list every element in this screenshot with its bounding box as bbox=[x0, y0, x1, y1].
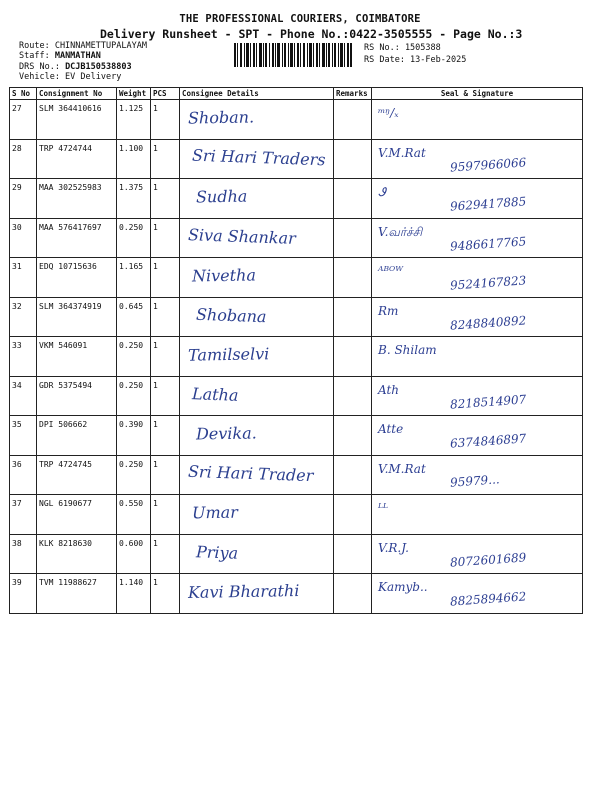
consignee-handwriting: Shobana bbox=[195, 304, 267, 326]
signature-phone: 6374846897 bbox=[449, 431, 527, 451]
row-sno: 36 bbox=[10, 455, 37, 495]
consignee-handwriting: Sri Hari Traders bbox=[191, 145, 326, 169]
row-pcs: 1 bbox=[151, 337, 180, 377]
row-sno: 34 bbox=[10, 376, 37, 416]
row-sno: 28 bbox=[10, 139, 37, 179]
col-header-consignee: Consignee Details bbox=[180, 88, 334, 100]
runsheet-subtitle: Delivery Runsheet - SPT - Phone No.:0422-3505555 - Page No.:3 bbox=[100, 27, 523, 41]
consignee-cell bbox=[180, 139, 334, 179]
consignee-handwriting: Kavi Bharathi bbox=[187, 581, 300, 602]
signature-handwriting: Rm bbox=[378, 303, 399, 318]
row-pcs: 1 bbox=[151, 100, 180, 140]
signature-phone: 8825894662 bbox=[449, 589, 527, 609]
signature-cell bbox=[372, 258, 583, 298]
row-consignment-no: KLK 8218630 bbox=[37, 534, 117, 574]
signature-phone: 8218514907 bbox=[449, 391, 527, 412]
signature-handwriting: ᴬᴮᴼᵂ bbox=[378, 264, 403, 278]
signature-cell bbox=[372, 376, 583, 416]
consignee-handwriting: Shoban. bbox=[187, 107, 255, 128]
row-consignment-no: DPI 506662 bbox=[37, 416, 117, 456]
remarks-cell bbox=[334, 455, 372, 495]
consignee-cell bbox=[180, 100, 334, 140]
table-row bbox=[10, 258, 583, 298]
staff-name: MANMATHAN bbox=[54, 51, 101, 61]
row-consignment-no: SLM 364410616 bbox=[37, 100, 117, 140]
row-weight: 0.390 bbox=[117, 416, 151, 456]
signature-cell bbox=[372, 574, 583, 614]
signature-phone: 9597966066 bbox=[449, 154, 527, 175]
consignee-handwriting: Devika. bbox=[195, 423, 257, 444]
consignee-cell bbox=[180, 337, 334, 377]
row-weight: 0.250 bbox=[117, 376, 151, 416]
row-consignment-no: SLM 364374919 bbox=[37, 297, 117, 337]
row-sno: 30 bbox=[10, 218, 37, 258]
row-sno: 27 bbox=[10, 100, 37, 140]
signature-cell bbox=[372, 179, 583, 219]
row-sno: 31 bbox=[10, 258, 37, 298]
table-row bbox=[10, 455, 583, 495]
consignee-cell bbox=[180, 495, 334, 535]
signature-phone: 9629417885 bbox=[449, 194, 527, 214]
table-row bbox=[10, 416, 583, 456]
runsheet-table bbox=[9, 87, 583, 614]
row-consignment-no: MAA 302525983 bbox=[37, 179, 117, 219]
signature-handwriting: ᵐᵑ/ₓ bbox=[378, 106, 399, 120]
signature-cell bbox=[372, 297, 583, 337]
consignee-handwriting: Latha bbox=[191, 383, 239, 405]
signature-handwriting: V.M.Rat bbox=[378, 461, 426, 476]
rs-date: RS Date: 13-Feb-2025 bbox=[364, 55, 467, 65]
signature-handwriting: ᴸᴸ bbox=[378, 501, 389, 515]
signature-cell bbox=[372, 337, 583, 377]
consignee-cell bbox=[180, 258, 334, 298]
col-header-weight: Weight bbox=[117, 88, 151, 100]
consignee-cell bbox=[180, 218, 334, 258]
row-consignment-no: EDQ 10715636 bbox=[37, 258, 117, 298]
signature-cell bbox=[372, 100, 583, 140]
row-sno: 32 bbox=[10, 297, 37, 337]
signature-handwriting: Kamyb.. bbox=[378, 580, 428, 594]
table-row bbox=[10, 179, 583, 219]
signature-phone: 9486617765 bbox=[449, 233, 527, 254]
signature-handwriting: V.வர்ச்சி bbox=[378, 224, 423, 239]
consignee-handwriting: Tamilselvi bbox=[187, 344, 270, 365]
col-header-consignment: Consignment No bbox=[37, 88, 117, 100]
consignee-cell bbox=[180, 534, 334, 574]
signature-cell bbox=[372, 218, 583, 258]
remarks-cell bbox=[334, 337, 372, 377]
drs-number: DCJB150538803 bbox=[65, 62, 132, 72]
route-text: Route: CHINNAMETTUPALAYAM bbox=[19, 41, 147, 51]
row-weight: 1.125 bbox=[117, 100, 151, 140]
row-consignment-no: TRP 4724744 bbox=[37, 139, 117, 179]
signature-cell bbox=[372, 139, 583, 179]
row-consignment-no: NGL 6190677 bbox=[37, 495, 117, 535]
remarks-cell bbox=[334, 218, 372, 258]
signature-cell bbox=[372, 534, 583, 574]
consignee-cell bbox=[180, 455, 334, 495]
consignee-handwriting: Sri Hari Trader bbox=[187, 461, 314, 485]
row-sno: 38 bbox=[10, 534, 37, 574]
remarks-cell bbox=[334, 179, 372, 219]
row-weight: 1.375 bbox=[117, 179, 151, 219]
table-body bbox=[10, 100, 583, 614]
signature-handwriting: V.M.Rat bbox=[378, 145, 426, 160]
row-weight: 0.645 bbox=[117, 297, 151, 337]
row-pcs: 1 bbox=[151, 139, 180, 179]
row-pcs: 1 bbox=[151, 416, 180, 456]
rs-number: RS No.: 1505388 bbox=[364, 43, 441, 53]
consignee-handwriting: Nivetha bbox=[191, 265, 257, 286]
signature-handwriting: Ath bbox=[378, 382, 400, 397]
drs-line bbox=[19, 62, 132, 72]
remarks-cell bbox=[334, 574, 372, 614]
row-pcs: 1 bbox=[151, 455, 180, 495]
remarks-cell bbox=[334, 416, 372, 456]
row-sno: 33 bbox=[10, 337, 37, 377]
row-pcs: 1 bbox=[151, 495, 180, 535]
signature-cell bbox=[372, 455, 583, 495]
signature-handwriting: B. Shilam bbox=[378, 343, 437, 357]
col-header-sno: S No bbox=[10, 88, 37, 100]
row-consignment-no: MAA 576417697 bbox=[37, 218, 117, 258]
signature-phone: 8072601689 bbox=[449, 549, 527, 570]
row-weight: 0.250 bbox=[117, 455, 151, 495]
signature-handwriting: V.R.J. bbox=[378, 540, 409, 555]
staff-line bbox=[19, 51, 101, 61]
consignee-cell bbox=[180, 574, 334, 614]
consignee-handwriting: Priya bbox=[195, 541, 239, 563]
remarks-cell bbox=[334, 100, 372, 140]
signature-phone: 8248840892 bbox=[449, 312, 527, 333]
consignee-handwriting: Siva Shankar bbox=[187, 224, 297, 248]
table-row bbox=[10, 574, 583, 614]
consignee-handwriting: Sudha bbox=[195, 186, 248, 207]
row-pcs: 1 bbox=[151, 574, 180, 614]
col-header-signature: Seal & Signature bbox=[372, 88, 583, 100]
drs-label: DRS No.: bbox=[19, 62, 66, 72]
company-title: THE PROFESSIONAL COURIERS, COIMBATORE bbox=[179, 13, 421, 25]
table-row bbox=[10, 495, 583, 535]
row-weight: 0.600 bbox=[117, 534, 151, 574]
row-sno: 37 bbox=[10, 495, 37, 535]
signature-cell bbox=[372, 495, 583, 535]
table-row bbox=[10, 376, 583, 416]
row-pcs: 1 bbox=[151, 218, 180, 258]
consignee-cell bbox=[180, 416, 334, 456]
consignee-cell bbox=[180, 376, 334, 416]
row-pcs: 1 bbox=[151, 534, 180, 574]
row-consignment-no: TVM 11988627 bbox=[37, 574, 117, 614]
table-row bbox=[10, 534, 583, 574]
row-consignment-no: TRP 4724745 bbox=[37, 455, 117, 495]
table-row bbox=[10, 100, 583, 140]
row-weight: 1.165 bbox=[117, 258, 151, 298]
row-pcs: 1 bbox=[151, 297, 180, 337]
vehicle-text: Vehicle: EV Delivery bbox=[19, 72, 122, 82]
row-sno: 39 bbox=[10, 574, 37, 614]
table-header-row bbox=[10, 88, 583, 100]
table-row bbox=[10, 337, 583, 377]
signature-handwriting: Ꮽ bbox=[378, 185, 386, 199]
row-weight: 0.250 bbox=[117, 218, 151, 258]
staff-label: Staff: bbox=[19, 51, 55, 61]
signature-phone: 95979... bbox=[449, 471, 501, 490]
row-pcs: 1 bbox=[151, 258, 180, 298]
row-sno: 29 bbox=[10, 179, 37, 219]
consignee-cell bbox=[180, 179, 334, 219]
row-consignment-no: VKM 546091 bbox=[37, 337, 117, 377]
table-row bbox=[10, 218, 583, 258]
row-weight: 1.140 bbox=[117, 574, 151, 614]
remarks-cell bbox=[334, 297, 372, 337]
col-header-pcs: PCS bbox=[151, 88, 180, 100]
signature-cell bbox=[372, 416, 583, 456]
remarks-cell bbox=[334, 534, 372, 574]
remarks-cell bbox=[334, 376, 372, 416]
row-sno: 35 bbox=[10, 416, 37, 456]
row-pcs: 1 bbox=[151, 376, 180, 416]
row-pcs: 1 bbox=[151, 179, 180, 219]
row-weight: 1.100 bbox=[117, 139, 151, 179]
row-weight: 0.250 bbox=[117, 337, 151, 377]
consignee-cell bbox=[180, 297, 334, 337]
table-row bbox=[10, 139, 583, 179]
remarks-cell bbox=[334, 495, 372, 535]
signature-handwriting: Atte bbox=[378, 422, 404, 436]
barcode bbox=[234, 43, 352, 67]
remarks-cell bbox=[334, 139, 372, 179]
col-header-remarks: Remarks bbox=[334, 88, 372, 100]
consignee-handwriting: Umar bbox=[191, 502, 239, 523]
row-weight: 0.550 bbox=[117, 495, 151, 535]
signature-phone: 9524167823 bbox=[449, 273, 527, 293]
table-row bbox=[10, 297, 583, 337]
remarks-cell bbox=[334, 258, 372, 298]
row-consignment-no: GDR 5375494 bbox=[37, 376, 117, 416]
